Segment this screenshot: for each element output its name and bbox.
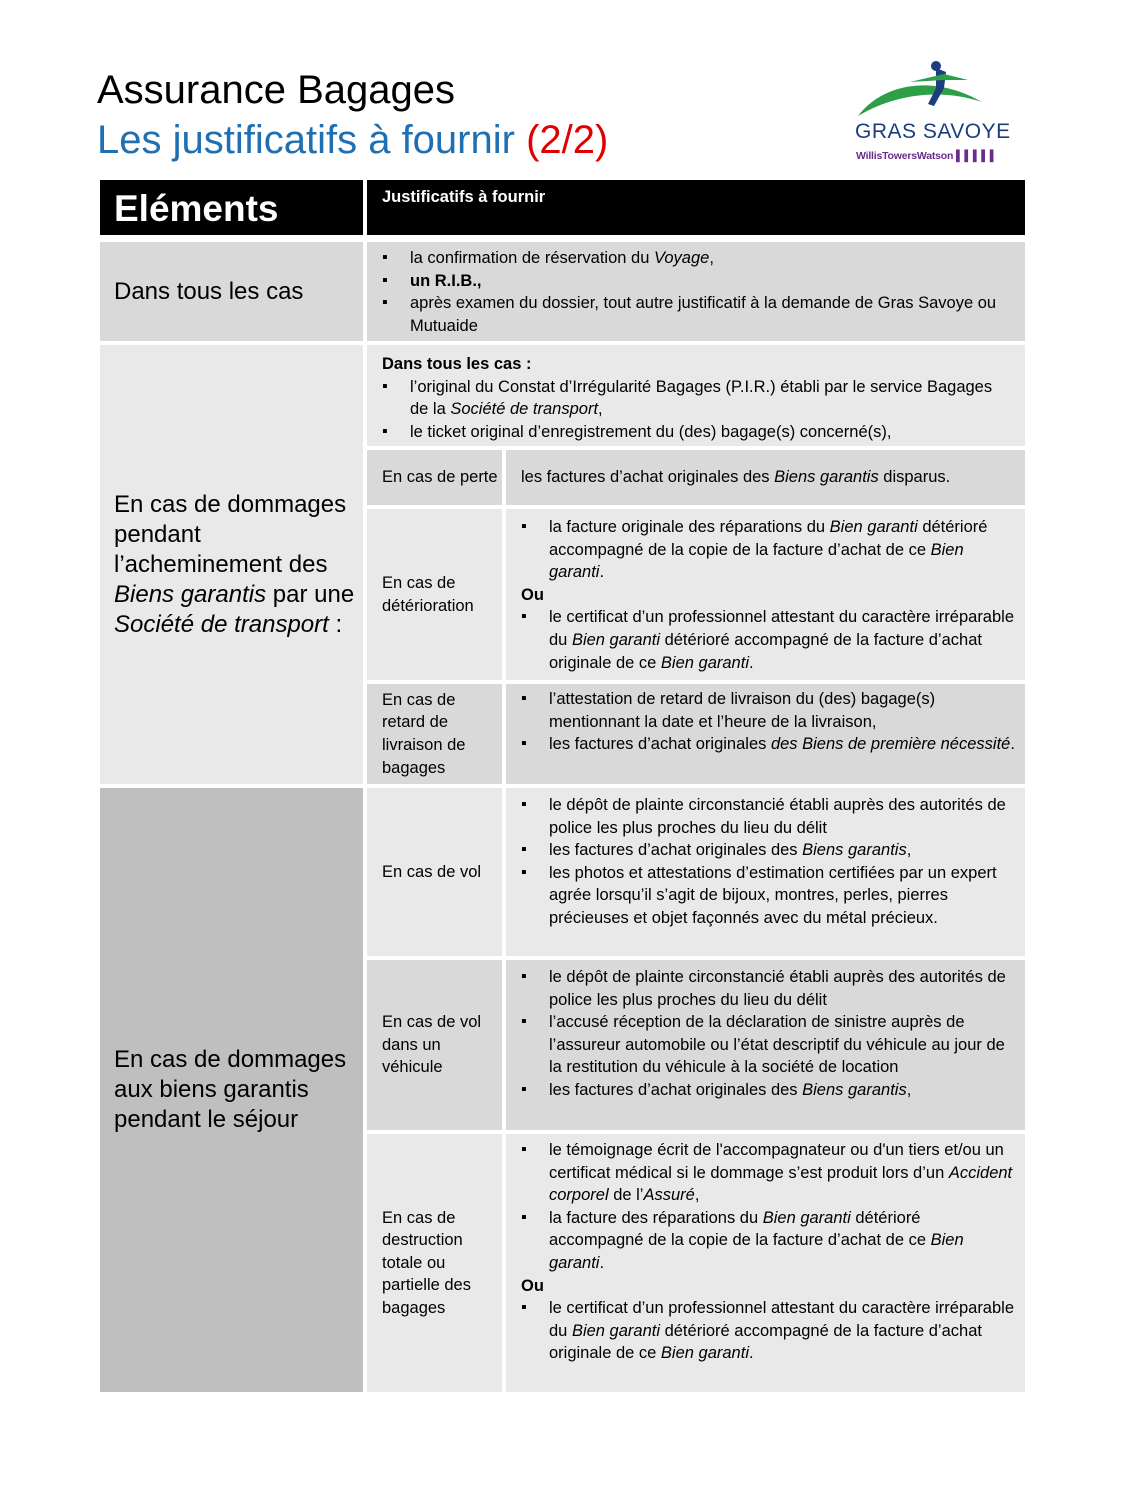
destruction-list-a (521, 1139, 1015, 1275)
delay-content (506, 684, 1025, 784)
logo-figure-icon (850, 60, 1025, 120)
page-indicator: (2/2) (526, 118, 609, 162)
theft-label: En cas de vol (367, 788, 502, 956)
list-item: ▪ le ticket original d’enregistrement du (des) bagage(s) concerné(s), (382, 421, 1015, 444)
list-item: ▪ l’attestation de retard de livraison du (des) bagage(s) mentionnant la date et l’heure de la livraison, (521, 688, 1015, 733)
page-subtitle (97, 116, 608, 164)
transport-intro-list (382, 376, 1015, 444)
transport-intro-title: Dans tous les cas : (382, 355, 532, 373)
destruction-or: Ou (521, 1276, 544, 1295)
list-item: ▪ après examen du dossier, tout autre justificatif à la demande de Gras Savoye ou Mutuaide (382, 292, 1015, 337)
theft-list (521, 794, 1015, 930)
vehicle-theft-list (521, 966, 1015, 1102)
gras-savoye-logo (850, 60, 1025, 165)
destruction-label: En cas de destruction totale ou partielle des bagages (367, 1134, 502, 1392)
list-item: ▪ les factures d’achat originales des Biens garantis, (521, 839, 1015, 862)
loss-label: En cas de perte (367, 450, 502, 505)
logo-name: GRAS SAVOYE (855, 120, 1011, 143)
list-item: ▪ l’original du Constat d’Irrégularité Bagages (P.I.R.) établi par le service Bagages de la Société de transport, (382, 376, 1015, 421)
theft-content (506, 788, 1025, 956)
list-item: ▪ l’accusé réception de la déclaration de sinistre auprès de l’assureur automobile ou l’état descriptif du véhicule au jour de la restitution du véhicule à la société de location (521, 1011, 1015, 1079)
destruction-content (506, 1134, 1025, 1392)
destruction-list-b (521, 1297, 1015, 1365)
list-item: ▪ les photos et attestations d’estimation certifiées par un expert agrée lorsqu’il s’agit de bijoux, montres, perles, pierres précieuses et objet façonnés avec du métal précieux. (521, 862, 1015, 930)
delay-label: En cas de retard de livraison de bagages (367, 684, 502, 784)
list-item: ▪ la confirmation de réservation du Voyage, (382, 247, 1015, 270)
list-item: ▪ un R.I.B., (382, 270, 1015, 293)
list-item: ▪ le certificat d’un professionnel attestant du caractère irréparable du Bien garanti détérioré accompagné de la facture d’achat originale de ce Bien garanti. (521, 606, 1015, 674)
damage-list-b (521, 606, 1015, 674)
logo-sub: WillisTowersWatson ▌▌▌▌▌ (856, 150, 999, 162)
transport-label: En cas de dommages pendant l’acheminement des Biens garantis par une Société de transport : (100, 345, 363, 784)
damage-content (506, 509, 1025, 680)
transport-intro (367, 345, 1025, 446)
stay-label: En cas de dommages aux biens garantis pendant le séjour (100, 788, 363, 1392)
damage-list-a (521, 516, 1015, 584)
header-justificatifs: Justificatifs à fournir (367, 180, 1025, 235)
vehicle-theft-content (506, 960, 1025, 1130)
page-title: Assurance Bagages (97, 68, 456, 112)
list-item: ▪ le dépôt de plainte circonstancié établi auprès des autorités de police les plus proches du lieu du délit (521, 966, 1015, 1011)
list-item: ▪ le dépôt de plainte circonstancié établi auprès des autorités de police les plus proches du lieu du délit (521, 794, 1015, 839)
vehicle-theft-label: En cas de vol dans un véhicule (367, 960, 502, 1130)
list-item: ▪ le certificat d’un professionnel attestant du caractère irréparable du Bien garanti détérioré accompagné de la facture d’achat originale de ce Bien garanti. (521, 1297, 1015, 1365)
list-item: ▪ les factures d’achat originales des Biens de première nécessité. (521, 733, 1015, 756)
delay-list (521, 688, 1015, 756)
all-cases-content (367, 242, 1025, 341)
all-cases-label: Dans tous les cas (100, 242, 363, 341)
damage-or: Ou (521, 585, 544, 604)
list-item: ▪ la facture des réparations du Bien garanti détérioré accompagné de la copie de la facture d’achat de ce Bien garanti. (521, 1207, 1015, 1275)
list-item: ▪ le témoignage écrit de l'accompagnateur ou d'un tiers et/ou un certificat médical si le dommage s’est produit lors d’un Accident corporel de l’Assuré, (521, 1139, 1015, 1207)
damage-label: En cas de détérioration (367, 509, 502, 680)
wtw-mark-icon: ▌▌▌▌▌ (955, 150, 999, 162)
loss-content: les factures d’achat originales des Biens garantis disparus. (506, 450, 1025, 505)
subtitle-text: Les justificatifs à fournir (97, 118, 515, 162)
header-elements: Eléments (100, 180, 363, 235)
list-item: ▪ la facture originale des réparations du Bien garanti détérioré accompagné de la copie de la facture d’achat de ce Bien garanti. (521, 516, 1015, 584)
all-cases-list (382, 247, 1015, 337)
list-item: ▪ les factures d’achat originales des Biens garantis, (521, 1079, 1015, 1102)
